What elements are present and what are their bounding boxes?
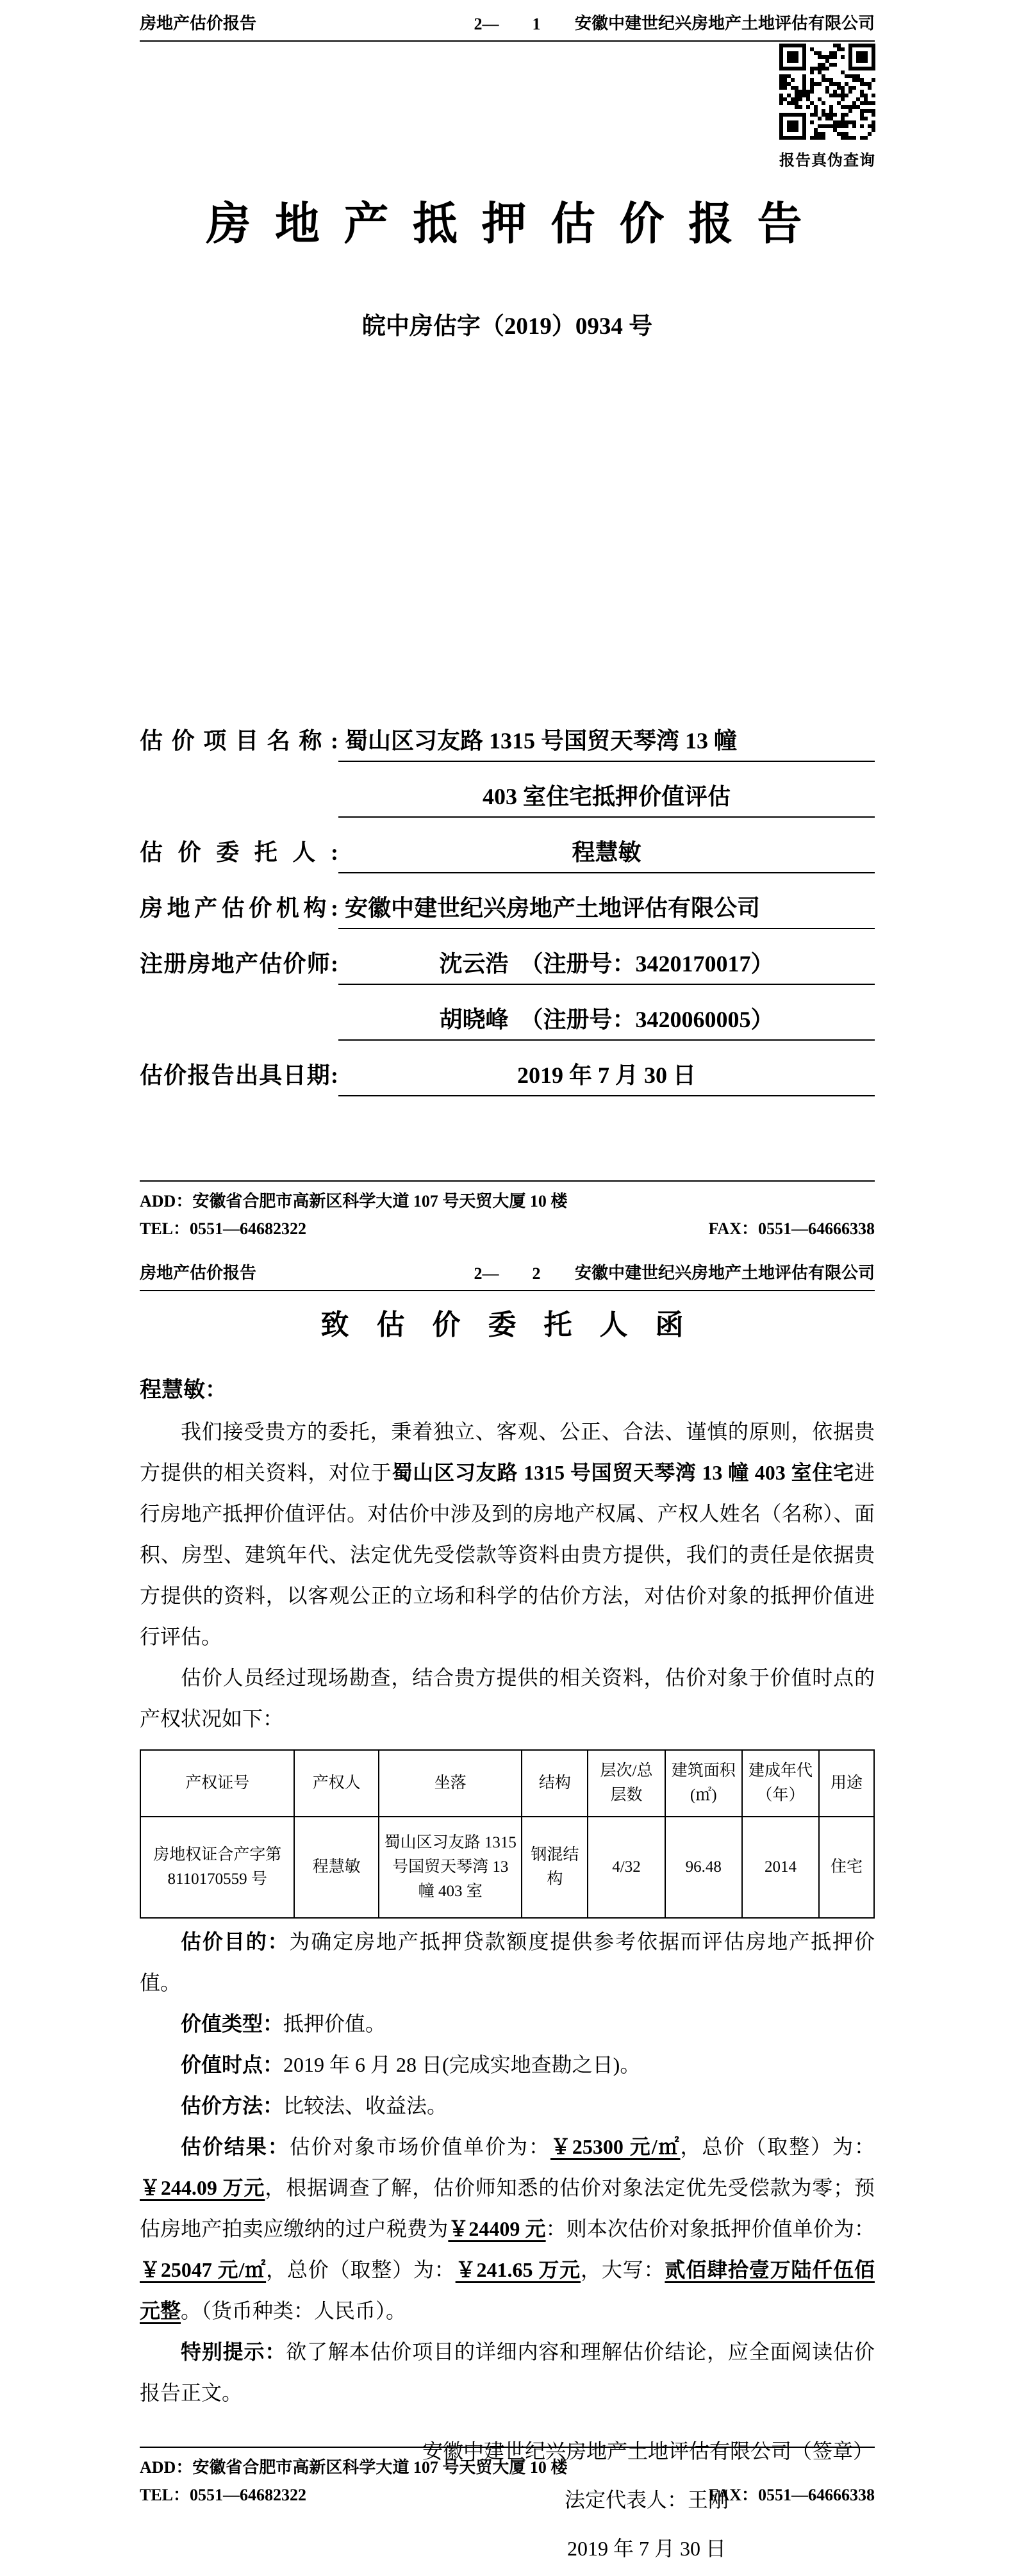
signature-date: 2019 年 7 月 30 日	[566, 2537, 726, 2560]
table-cell-area: 96.48	[665, 1817, 742, 1918]
letter-item: 估价结果：估价对象市场价值单价为：￥25300 元/㎡，总价（取整）为：￥244.09 万元，根据调查了解，估价师知悉的估价对象法定优先受偿款为零；预估房地产拍卖应缴纳的过户税费为￥24409 元：则本次估价对象抵押价值单价为：￥25047 元/㎡，总价（取整）为：￥241.65 万元，大写：贰佰肆拾壹万陆仟伍佰元整。（货币种类：人民币）。	[140, 2135, 875, 2322]
field-issue-date	[140, 1057, 875, 1096]
letter-item: 特别提示：欲了解本估价项目的详细内容和理解估价结论，应全面阅读估价报告正文。	[140, 2340, 875, 2404]
letter-salutation: 程慧敏：	[140, 1378, 227, 1402]
signature-company: 安徽中建世纪兴房地产土地评估有限公司（签章）	[422, 2440, 874, 2463]
qr-verification-block	[779, 44, 876, 170]
table-header-cell: 结构	[522, 1750, 588, 1817]
header-company-name: 安徽中建世纪兴房地产土地评估有限公司	[574, 1264, 875, 1282]
footer-tel: TEL：0551—64682322	[140, 1219, 307, 1238]
field-appraiser-1	[140, 946, 875, 985]
field-value-project-line1: 蜀山区习友路 1315 号国贸天琴湾 13 幢	[338, 723, 875, 762]
field-client	[140, 834, 875, 873]
field-label-client: 估价委托人:	[140, 839, 338, 865]
table-header-cell: 建筑面积(㎡)	[665, 1750, 742, 1817]
qr-code-icon	[779, 44, 875, 140]
field-agency	[140, 890, 875, 929]
table-row	[140, 1817, 874, 1918]
table-header-cell: 层次/总层数	[588, 1750, 665, 1817]
field-value-appraiser-1: 沈云浩 （注册号：3420170017）	[338, 946, 875, 985]
field-value-project-line2: 403 室住宅抵押价值评估	[338, 779, 875, 818]
table-cell-cert-no: 房地权证合产字第 8110170559 号	[140, 1817, 294, 1918]
table-header-cell: 产权人	[294, 1750, 379, 1817]
page-footer	[140, 1180, 875, 1239]
report-title: 房 地 产 抵 押 估 价 报 告	[206, 200, 809, 249]
qr-caption: 报告真伪查询	[779, 153, 875, 169]
table-cell-use: 住宅	[819, 1817, 874, 1918]
footer-address: ADD：安徽省合肥市高新区科学大道 107 号天贸大厦 10 楼	[140, 1192, 568, 1210]
footer-tel: TEL：0551—64682322	[140, 2486, 307, 2504]
letter-item: 价值类型：抵押价值。	[181, 2012, 386, 2035]
table-header-cell: 建成年代（年）	[742, 1750, 819, 1817]
field-value-client: 程慧敏	[338, 834, 875, 873]
table-header-cell: 用途	[819, 1750, 874, 1817]
header-company-name: 安徽中建世纪兴房地产土地评估有限公司	[574, 14, 875, 33]
table-cell-location: 蜀山区习友路 1315 号国贸天琴湾 13 幢 403 室	[379, 1817, 522, 1918]
field-appraiser-2	[140, 1002, 875, 1041]
table-cell-floor: 4/32	[588, 1817, 665, 1918]
header-page-number: 2— 2	[474, 1264, 541, 1283]
field-value-agency: 安徽中建世纪兴房地产土地评估有限公司	[338, 890, 875, 929]
footer-fax: FAX：0551—64666338	[708, 2486, 875, 2504]
page-footer	[140, 2447, 875, 2506]
table-header-row	[140, 1750, 874, 1817]
report-page-2	[0, 1250, 1017, 2576]
field-value-appraiser-2: 胡晓峰 （注册号：3420060005）	[338, 1002, 875, 1041]
field-project-name	[140, 723, 875, 762]
footer-address: ADD：安徽省合肥市高新区科学大道 107 号天贸大厦 10 楼	[140, 2458, 568, 2477]
property-rights-table	[140, 1749, 875, 1919]
table-header-cell: 坐落	[379, 1750, 522, 1817]
letter-paragraph-survey: 估价人员经过现场勘查，结合贵方提供的相关资料，估价对象于价值时点的产权状况如下：	[140, 1666, 875, 1730]
header-doc-title: 房地产估价报告	[140, 14, 257, 33]
letter-item: 估价目的：为确定房地产抵押贷款额度提供参考依据而评估房地产抵押价值。	[140, 1930, 875, 1994]
field-label-appraiser: 注册房地产估价师:	[140, 951, 338, 977]
page-header	[140, 1250, 875, 1291]
table-cell-year: 2014	[742, 1817, 819, 1918]
report-number: 皖中房估字（2019）0934 号	[361, 313, 653, 340]
letter-item: 价值时点：2019 年 6 月 28 日(完成实地查勘之日)。	[181, 2053, 641, 2076]
footer-fax: FAX：0551—64666338	[708, 1219, 875, 1238]
header-doc-title: 房地产估价报告	[140, 1264, 257, 1282]
signature-legal-rep: 法定代表人：王刚	[564, 2488, 729, 2511]
field-label-agency: 房地产估价机构:	[140, 895, 338, 921]
header-page-number: 2— 1	[474, 15, 541, 33]
field-project-name-cont	[140, 779, 875, 818]
letter-items	[140, 1921, 875, 2413]
page-header	[140, 0, 875, 42]
letter-title: 致 估 价 委 托 人 函	[320, 1309, 694, 1341]
field-label-issue-date: 估价报告出具日期:	[140, 1062, 338, 1088]
report-page-1	[0, 0, 1017, 1250]
letter-paragraph-intro: 我们接受贵方的委托，秉着独立、客观、公正、合法、谨慎的原则，依据贵方提供的相关资料，对位于蜀山区习友路 1315 号国贸天琴湾 13 幢 403 室住宅进行房地产抵押价值评估。对估价中涉及到的房地产权属、产权人姓名（名称）、面积、房型、建筑年代、法定优先受偿款等资料由贵方提供，我们的责任是依据贵方提供的资料，以客观公正的立场和科学的估价方法，对估价对象的抵押价值进行评估。	[140, 1420, 875, 1648]
field-label-project: 估价项目名称:	[140, 728, 338, 754]
field-label-empty	[140, 779, 338, 818]
field-value-issue-date: 2019 年 7 月 30 日	[338, 1057, 875, 1096]
table-cell-owner: 程慧敏	[294, 1817, 379, 1918]
table-header-cell: 产权证号	[140, 1750, 294, 1817]
letter-item: 估价方法：比较法、收益法。	[181, 2094, 448, 2117]
field-label-empty	[140, 1002, 338, 1041]
table-cell-structure: 钢混结构	[522, 1817, 588, 1918]
cover-form	[140, 723, 875, 1096]
